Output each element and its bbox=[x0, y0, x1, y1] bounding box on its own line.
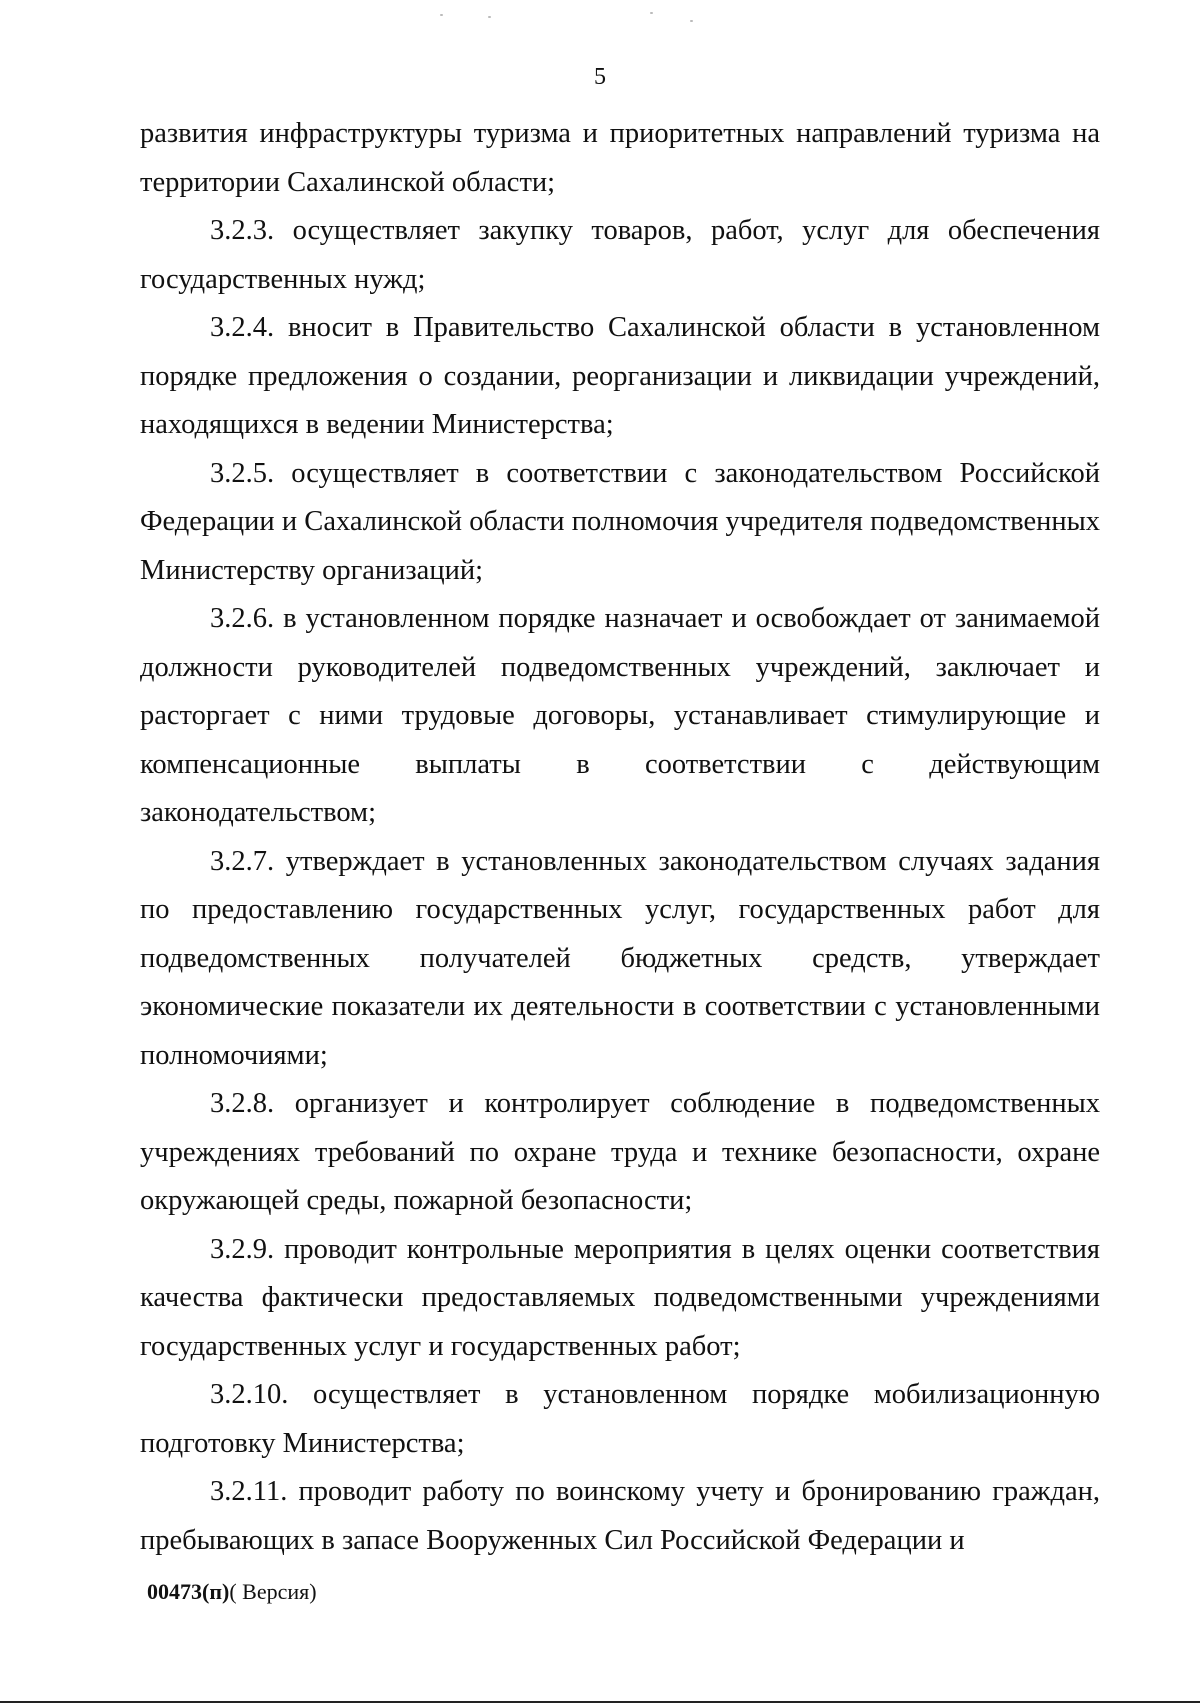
clause-number: 3.2.3. bbox=[210, 215, 275, 246]
paragraph-text: утверждает в установленных законодательством случаях задания по предоставлению государственных услуг, государственных работ для подведомственных получателей бюджетных средств, утверждает экономические показатели их деятельности в соответствии с установленными полномочиями; bbox=[140, 845, 1100, 1071]
paragraph-text: развития инфраструктуры туризма и приоритетных направлений туризма на территории Сахалинской области; bbox=[140, 118, 1100, 198]
document-version: ( Версия) bbox=[229, 1579, 317, 1604]
scan-edge-line bbox=[0, 1701, 1200, 1703]
paragraph-text: осуществляет в соответствии с законодательством Российской Федерации и Сахалинской области полномочия учредителя подведомственных Министерству организаций; bbox=[140, 457, 1101, 586]
document-body bbox=[140, 110, 1100, 1565]
paragraph bbox=[140, 1226, 1100, 1372]
paragraph bbox=[140, 110, 1100, 207]
paragraph bbox=[140, 1468, 1100, 1565]
clause-number: 3.2.10. bbox=[210, 1379, 289, 1410]
scan-speck bbox=[440, 14, 443, 16]
page-number: 5 bbox=[594, 64, 606, 90]
clause-number: 3.2.6. bbox=[210, 603, 275, 634]
document-code: 00473(п) bbox=[147, 1579, 230, 1604]
paragraph-text: проводит контрольные мероприятия в целях оценки соответствия качества фактически предоставляемых подведомственными учреждениями государственных услуг и государственных работ; bbox=[140, 1233, 1101, 1362]
scan-speck bbox=[690, 20, 693, 22]
scan-speck bbox=[650, 12, 653, 14]
document-footer bbox=[147, 1579, 317, 1605]
clause-number: 3.2.5. bbox=[210, 457, 275, 489]
paragraph bbox=[140, 304, 1100, 450]
paragraph bbox=[140, 838, 1100, 1081]
clause-number: 3.2.7. bbox=[210, 845, 275, 877]
paragraph bbox=[140, 207, 1100, 304]
paragraph-text: осуществляет закупку товаров, работ, услуг для обеспечения государственных нужд; bbox=[140, 215, 1101, 295]
paragraph-text: в установленном порядке назначает и освобождает от занимаемой должности руководителей подведомственных учреждений, заключает и расторгает с ними трудовые договоры, устанавливает стимулирующие и компенсационные выплаты в соответствии с действующим законодательством; bbox=[140, 603, 1100, 828]
paragraph-text: осуществляет в установленном порядке мобилизационную подготовку Министерства; bbox=[140, 1379, 1100, 1459]
paragraph-text: вносит в Правительство Сахалинской области в установленном порядке предложения о создании, реорганизации и ликвидации учреждений, находящихся в ведении Министерства; bbox=[140, 312, 1100, 440]
paragraph bbox=[140, 595, 1100, 838]
paragraph bbox=[140, 1371, 1100, 1468]
clause-number: 3.2.8. bbox=[210, 1088, 275, 1119]
scan-speck bbox=[488, 16, 491, 18]
paragraph bbox=[140, 1080, 1100, 1226]
clause-number: 3.2.11. bbox=[210, 1476, 288, 1507]
clause-number: 3.2.9. bbox=[210, 1233, 275, 1265]
clause-number: 3.2.4. bbox=[210, 312, 275, 343]
paragraph bbox=[140, 450, 1100, 596]
paragraph-text: проводит работу по воинскому учету и бронированию граждан, пребывающих в запасе Вооруженных Сил Российской Федерации и bbox=[140, 1476, 1101, 1556]
paragraph-text: организует и контролирует соблюдение в подведомственных учреждениях требований по охране труда и технике безопасности, охране окружающей среды, пожарной безопасности; bbox=[140, 1088, 1100, 1216]
